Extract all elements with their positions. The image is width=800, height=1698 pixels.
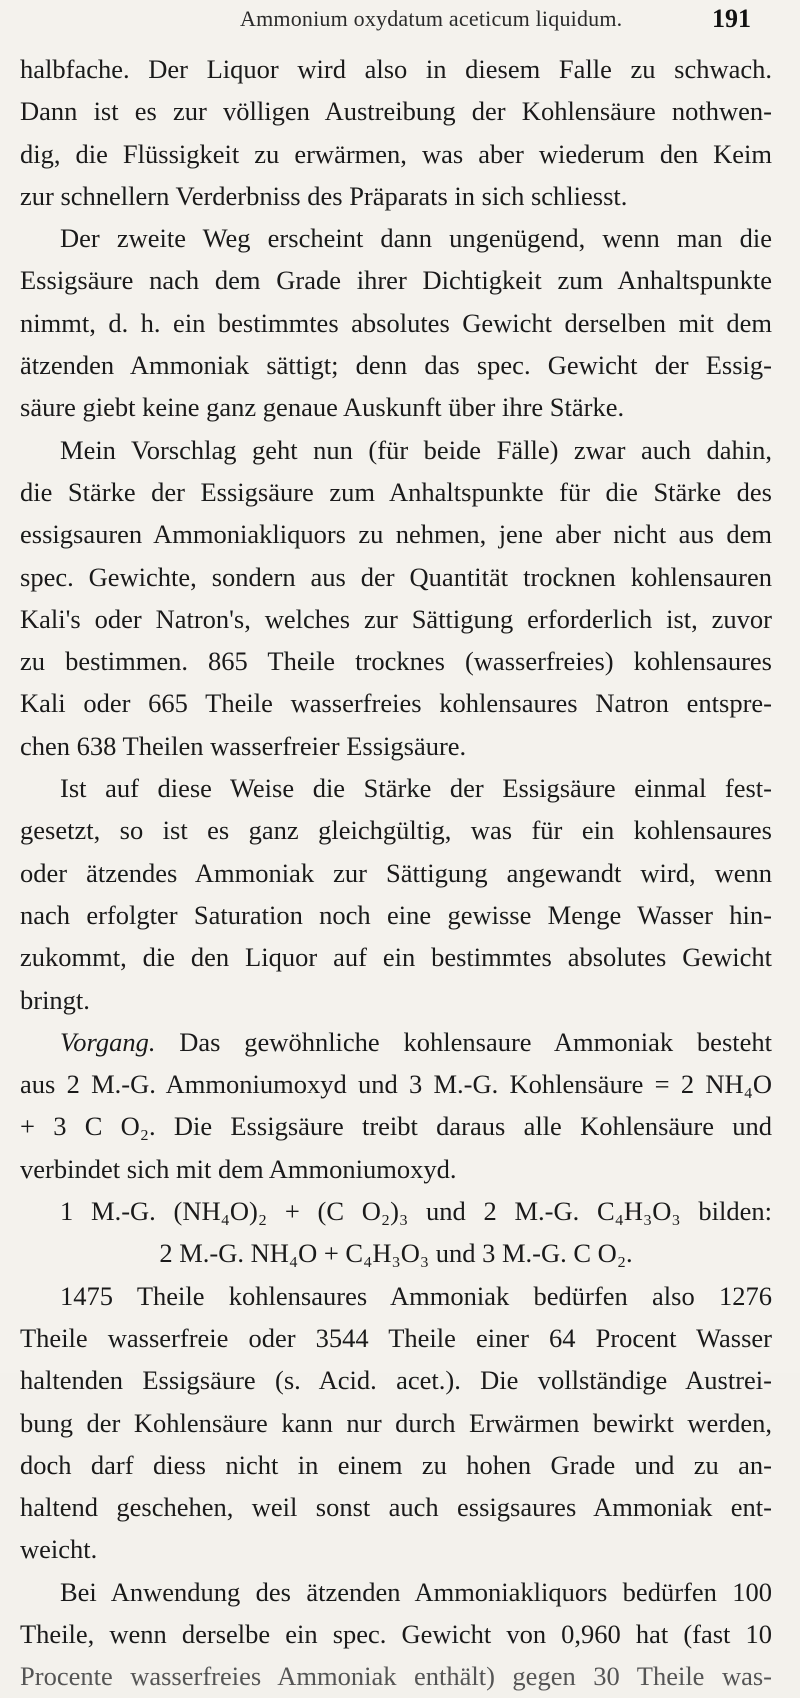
text-line: Mein Vorschlag geht nun (für beide Fälle) zwar auch dahin,: [60, 434, 772, 465]
text-line: doch darf diess nicht in einem zu hohen Grade und zu an-: [20, 1449, 772, 1480]
body-text: [20, 48, 772, 1698]
text-line: die Stärke der Essigsäure zum Anhaltspunkte für die Stärke des: [20, 476, 772, 507]
text-line: bringt.: [20, 984, 90, 1015]
text-line: Procente wasserfreies Ammoniak enthält) gegen 30 Theile was-: [20, 1661, 772, 1692]
text-line: 2 M.-G. NH₄O + C₄H₃O₃ und 3 M.-G. C O₂.: [159, 1238, 633, 1269]
page-number: 191: [712, 4, 751, 33]
text-line: haltend geschehen, weil sonst auch essigsaures Ammoniak ent-: [20, 1492, 772, 1523]
text-line: aus 2 M.-G. Ammoniumoxyd und 3 M.-G. Kohlensäure = 2 NH₄O: [20, 1069, 772, 1100]
text-line: nimmt, d. h. ein bestimmtes absolutes Gewicht derselben mit dem: [20, 307, 772, 338]
text-line: [20, 1021, 772, 1063]
text-line: dig, die Flüssigkeit zu erwärmen, was aber wiederum den Keim: [20, 138, 772, 169]
text-line-content: Das gewöhnliche kohlensaure Ammoniak besteht: [155, 1026, 772, 1057]
text-line: Ist auf diese Weise die Stärke der Essigsäure einmal fest-: [60, 773, 772, 804]
text-line: Kali oder 665 Theile wasserfreies kohlensaures Natron entspre-: [20, 688, 772, 719]
text-line: Theile, wenn derselbe ein spec. Gewicht von 0,960 hat (fast 10: [20, 1618, 772, 1649]
text-line: ätzenden Ammoniak sättigt; denn das spec. Gewicht der Essig-: [20, 350, 772, 381]
text-line: Essigsäure nach dem Grade ihrer Dichtigkeit zum Anhaltspunkte: [20, 265, 772, 296]
text-line: chen 638 Theilen wasserfreier Essigsäure.: [20, 730, 467, 761]
text-line: oder ätzendes Ammoniak zur Sättigung angewandt wird, wenn: [20, 857, 772, 888]
text-line: 1 M.-G. (NH₄O)₂ + (C O₂)₃ und 2 M.-G. C₄H₃O₃ bilden:: [60, 1196, 772, 1227]
text-line: + 3 C O₂. Die Essigsäure treibt daraus alle Kohlensäure und: [20, 1111, 772, 1142]
text-line: haltenden Essigsäure (s. Acid. acet.). Die vollständige Austrei-: [20, 1365, 772, 1396]
text-line: säure giebt keine ganz genaue Auskunft über ihre Stärke.: [20, 392, 625, 423]
text-line: essigsauren Ammoniakliquors zu nehmen, jene aber nicht aus dem: [20, 519, 772, 550]
text-line: gesetzt, so ist es ganz gleichgültig, was für ein kohlensaures: [20, 815, 772, 846]
text-line: halbfache. Der Liquor wird also in diesem Falle zu schwach.: [20, 54, 772, 84]
section-label: Vorgang.: [60, 1026, 156, 1057]
text-line: spec. Gewichte, sondern aus der Quantität trocknen kohlensauren: [20, 561, 772, 592]
text-line: Theile wasserfreie oder 3544 Theile einer 64 Procent Wasser: [20, 1322, 772, 1353]
text-line: Bei Anwendung des ätzenden Ammoniakliquors bedürfen 100: [60, 1576, 772, 1607]
text-line: Dann ist es zur völligen Austreibung der Kohlensäure nothwen-: [20, 96, 772, 127]
text-line: 1475 Theile kohlensaures Ammoniak bedürfen also 1276: [60, 1280, 772, 1311]
text-line: zur schnellern Verderbniss des Präparats in sich schliesst.: [20, 180, 628, 211]
text-line: weicht.: [20, 1534, 98, 1565]
text-line: Kali's oder Natron's, welches zur Sättigung erforderlich ist, zuvor: [20, 603, 772, 634]
text-line: verbindet sich mit dem Ammoniumoxyd.: [20, 1153, 457, 1184]
running-header: Ammonium oxydatum aceticum liquidum.: [240, 6, 623, 31]
text-line: zu bestimmen. 865 Theile trocknes (wasserfreies) kohlensaures: [20, 646, 772, 677]
text-line: Der zweite Weg erscheint dann ungenügend, wenn man die: [60, 223, 772, 254]
text-line: zukommt, die den Liquor auf ein bestimmtes absolutes Gewicht: [20, 942, 772, 973]
text-line: bung der Kohlensäure kann nur durch Erwärmen bewirkt werden,: [20, 1407, 772, 1438]
text-line: nach erfolgter Saturation noch eine gewisse Menge Wasser hin-: [20, 899, 772, 930]
